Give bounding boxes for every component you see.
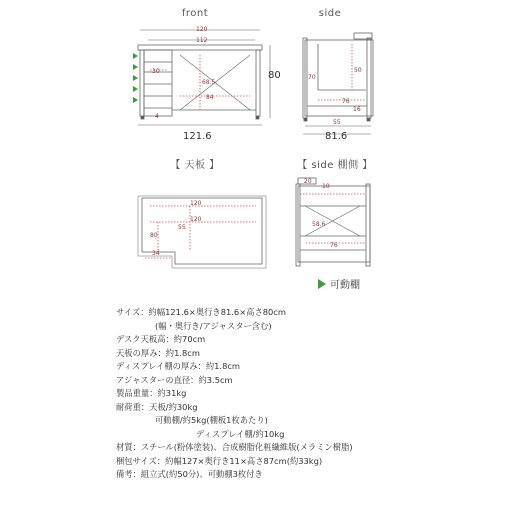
heading-front: front [181, 8, 209, 19]
spec-row: (幅・奥行き/アジャスター含む) [155, 320, 272, 331]
dim-front-caster: 4 [155, 113, 159, 120]
spec-row: 製品重量： 約31kg [116, 388, 187, 398]
dim-shelf-h: 58.6 [312, 221, 326, 228]
dim-front-height-total: 80 [268, 70, 281, 81]
spec-row: ディスプレイ棚/約10kg [196, 428, 285, 439]
heading-top-board: 【 天板 】 [170, 160, 220, 171]
dim-top-notch: 34 [152, 250, 160, 257]
dim-side-height: 70 [308, 74, 316, 81]
spec-list [116, 306, 416, 482]
dim-front-shelf: 30 [152, 68, 160, 75]
spec-row: 耐荷重： 天板/約30kg [116, 401, 198, 412]
spec-row: 備考： 組立式(約50分)、可動棚3枚付き [116, 469, 263, 479]
dim-front-width-total: 121.6 [183, 131, 212, 142]
side-shelf-diagram [296, 178, 370, 266]
dim-side-bottom: 55 [333, 119, 341, 126]
dim-top-depth: 55 [178, 224, 186, 231]
spec-row: サイズ： 約幅121.6×奥行き81.6×高さ80cm [116, 307, 286, 317]
movable-shelf-legend [318, 276, 360, 291]
spec-row: ディスプレイ棚の厚み： 約1.8cm [116, 361, 240, 371]
dim-shelf-d: 76 [330, 242, 338, 249]
spec-row: アジャスターの直径： 約3.5cm [116, 374, 233, 385]
legend-label: 可動棚 [330, 280, 360, 291]
dim-side-low: 16 [353, 106, 361, 113]
dim-shelf-a: 20 [304, 178, 312, 185]
heading-side: side [318, 8, 342, 19]
front-view-diagram [138, 30, 270, 125]
dim-side-inner: 50 [354, 67, 362, 74]
dim-top-height: 80 [150, 232, 158, 239]
heading-side-shelf: 【 side 棚側 】 [297, 160, 373, 171]
dim-top-width-2: 120 [190, 216, 202, 223]
spec-row: デスク天板高： 約70cm [116, 334, 206, 344]
spec-row: 天板の厚み： 約1.8cm [116, 347, 200, 358]
dim-front-bottom: 84 [206, 94, 214, 101]
dim-top-width-1: 120 [190, 200, 202, 207]
spec-row: 梱包サイズ： 約幅127×奥行き11×高さ87cm(約33kg) [116, 455, 323, 466]
movable-shelf-markers [133, 53, 138, 103]
spec-row: 材質： スチール(粉体塗装)、合成樹脂化粧繊維版(メラミン樹脂) [116, 442, 353, 452]
dim-front-width-inner: 112 [196, 37, 208, 44]
green-triangle-icon [318, 279, 326, 289]
dim-side-depth-total: 81.6 [325, 131, 348, 142]
dim-front-width-top: 120 [196, 26, 208, 33]
dim-side-shelf-depth: 76 [342, 98, 350, 105]
spec-row: 可動棚/約5kg(棚板1枚あたり) [155, 415, 268, 425]
dim-shelf-b: 10 [322, 183, 330, 190]
dim-front-height-inner: 68.5 [202, 79, 216, 86]
